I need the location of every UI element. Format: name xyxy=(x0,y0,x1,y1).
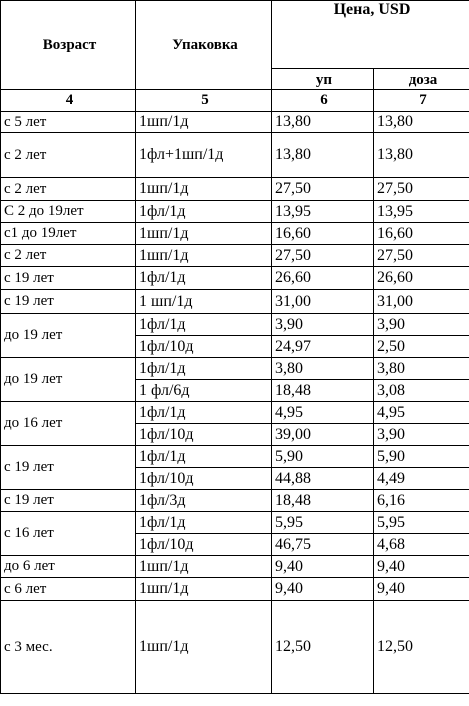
price-dose-cell: 4,95 xyxy=(374,402,469,424)
packaging-cell: 1шп/1д xyxy=(136,223,272,245)
table-row xyxy=(1,223,469,245)
age-cell: с 6 лет xyxy=(1,578,136,601)
price-pack-cell: 39,00 xyxy=(272,424,374,446)
price-pack-cell: 26,60 xyxy=(272,267,374,290)
price-pack-cell: 31,00 xyxy=(272,290,374,314)
packaging-cell: 1фл/1д xyxy=(136,512,272,534)
price-pack-cell: 27,50 xyxy=(272,245,374,267)
packaging-cell: 1шп/1д xyxy=(136,112,272,133)
price-pack-cell: 18,48 xyxy=(272,380,374,402)
table-row xyxy=(1,490,469,512)
price-dose-cell: 16,60 xyxy=(374,223,469,245)
price-header: Цена, USD xyxy=(272,1,469,69)
age-cell: с 19 лет xyxy=(1,446,136,490)
price-dose-cell: 13,95 xyxy=(374,201,469,223)
packaging-cell: 1фл/1д xyxy=(136,314,272,336)
age-cell: с 16 лет xyxy=(1,512,136,556)
price-pack-cell: 4,95 xyxy=(272,402,374,424)
price-dose-cell: 2,50 xyxy=(374,336,469,358)
packaging-cell: 1фл/10д xyxy=(136,336,272,358)
age-cell: до 16 лет xyxy=(1,402,136,446)
price-pack-cell: 16,60 xyxy=(272,223,374,245)
price-dose-cell: 31,00 xyxy=(374,290,469,314)
packaging-cell: 1шп/1д xyxy=(136,578,272,601)
packaging-cell: 1фл/10д xyxy=(136,424,272,446)
price-pack-cell: 18,48 xyxy=(272,490,374,512)
age-cell: до 19 лет xyxy=(1,358,136,402)
age-cell: с 19 лет xyxy=(1,290,136,314)
age-cell: с 3 мес. xyxy=(1,601,136,694)
table-row xyxy=(1,245,469,267)
packaging-cell: 1шп/1д xyxy=(136,178,272,201)
packaging-cell: 1фл/10д xyxy=(136,534,272,556)
price-pack-cell: 13,95 xyxy=(272,201,374,223)
packaging-cell: 1шп/1д xyxy=(136,601,272,694)
column-number: 7 xyxy=(374,90,469,112)
table-row xyxy=(1,267,469,290)
table-row xyxy=(1,178,469,201)
price-dose-cell: 3,90 xyxy=(374,314,469,336)
packaging-cell: 1шп/1д xyxy=(136,245,272,267)
price-dose-cell: 26,60 xyxy=(374,267,469,290)
packaging-cell: 1фл+1шп/1д xyxy=(136,133,272,178)
packaging-cell: 1 шп/1д xyxy=(136,290,272,314)
age-cell: С 2 до 19лет xyxy=(1,201,136,223)
age-cell: с 2 лет xyxy=(1,245,136,267)
price-dose-cell: 5,90 xyxy=(374,446,469,468)
price-pack-cell: 3,90 xyxy=(272,314,374,336)
table-row xyxy=(1,112,469,133)
packaging-cell: 1фл/1д xyxy=(136,201,272,223)
age-header: Возраст xyxy=(1,1,136,90)
packaging-cell: 1фл/1д xyxy=(136,402,272,424)
price-pack-cell: 9,40 xyxy=(272,556,374,578)
age-cell: с 5 лет xyxy=(1,112,136,133)
age-cell: с1 до 19лет xyxy=(1,223,136,245)
column-number: 5 xyxy=(136,90,272,112)
price-pack-cell: 27,50 xyxy=(272,178,374,201)
table-row xyxy=(1,446,469,468)
price-pack-cell: 5,95 xyxy=(272,512,374,534)
packaging-cell: 1фл/1д xyxy=(136,446,272,468)
table-row xyxy=(1,290,469,314)
price-dose-cell: 13,80 xyxy=(374,133,469,178)
packaging-cell: 1фл/1д xyxy=(136,267,272,290)
price-pack-cell: 24,97 xyxy=(272,336,374,358)
packaging-cell: 1шп/1д xyxy=(136,556,272,578)
per-dose-header: доза xyxy=(374,69,469,90)
price-dose-cell: 9,40 xyxy=(374,556,469,578)
column-number: 6 xyxy=(272,90,374,112)
age-cell: до 19 лет xyxy=(1,314,136,358)
age-cell: с 2 лет xyxy=(1,178,136,201)
column-number-row xyxy=(1,90,469,112)
table-row xyxy=(1,358,469,380)
table-row xyxy=(1,314,469,336)
price-dose-cell: 12,50 xyxy=(374,601,469,694)
price-pack-cell: 3,80 xyxy=(272,358,374,380)
price-dose-cell: 13,80 xyxy=(374,112,469,133)
price-pack-cell: 13,80 xyxy=(272,133,374,178)
price-pack-cell: 46,75 xyxy=(272,534,374,556)
price-pack-cell: 5,90 xyxy=(272,446,374,468)
price-dose-cell: 3,80 xyxy=(374,358,469,380)
age-cell: до 6 лет xyxy=(1,556,136,578)
table-row xyxy=(1,133,469,178)
table-row xyxy=(1,201,469,223)
age-cell: с 2 лет xyxy=(1,133,136,178)
price-pack-cell: 9,40 xyxy=(272,578,374,601)
price-dose-cell: 3,90 xyxy=(374,424,469,446)
table-row xyxy=(1,556,469,578)
table-row xyxy=(1,578,469,601)
price-dose-cell: 9,40 xyxy=(374,578,469,601)
price-dose-cell: 4,49 xyxy=(374,468,469,490)
table-row xyxy=(1,402,469,424)
table-row xyxy=(1,601,469,694)
price-dose-cell: 27,50 xyxy=(374,245,469,267)
header-row xyxy=(1,1,469,69)
packaging-cell: 1фл/3д xyxy=(136,490,272,512)
price-pack-cell: 13,80 xyxy=(272,112,374,133)
table-row xyxy=(1,512,469,534)
packaging-cell: 1фл/10д xyxy=(136,468,272,490)
price-dose-cell: 27,50 xyxy=(374,178,469,201)
price-dose-cell: 6,16 xyxy=(374,490,469,512)
age-cell: с 19 лет xyxy=(1,490,136,512)
column-number: 4 xyxy=(1,90,136,112)
price-dose-cell: 5,95 xyxy=(374,512,469,534)
age-cell: с 19 лет xyxy=(1,267,136,290)
price-pack-cell: 44,88 xyxy=(272,468,374,490)
packaging-cell: 1 фл/6д xyxy=(136,380,272,402)
price-dose-cell: 3,08 xyxy=(374,380,469,402)
packaging-header: Упаковка xyxy=(136,1,272,90)
price-dose-cell: 4,68 xyxy=(374,534,469,556)
price-pack-cell: 12,50 xyxy=(272,601,374,694)
per-pack-header: уп xyxy=(272,69,374,90)
packaging-cell: 1фл/1д xyxy=(136,358,272,380)
